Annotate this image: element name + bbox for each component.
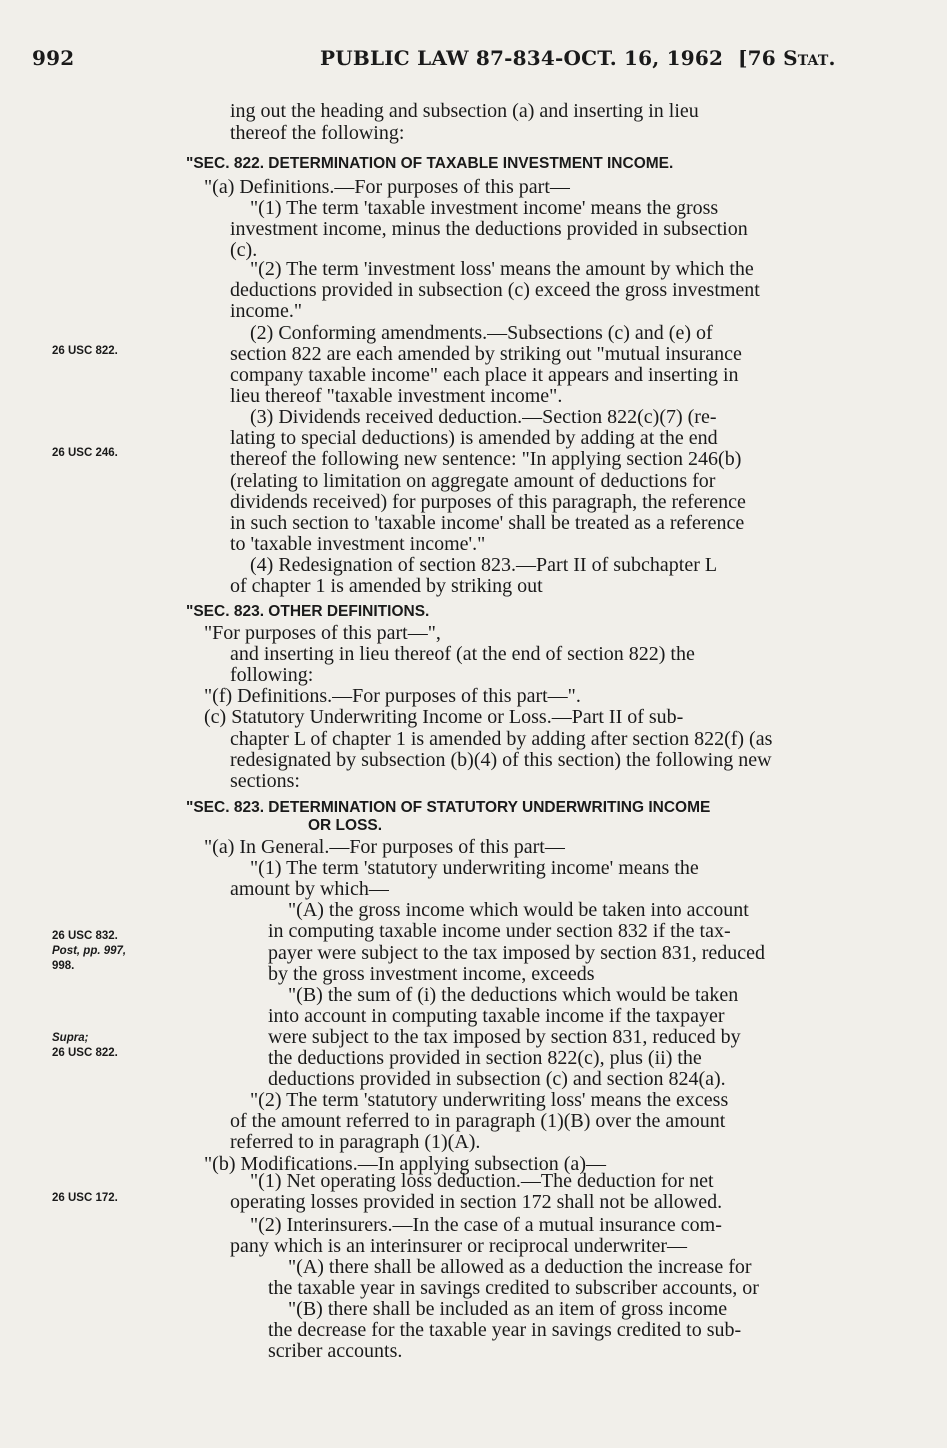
text-line: "(1) Net operating loss deduction.—The deduction for net	[250, 1170, 714, 1192]
margin-citation: 998.	[52, 960, 75, 972]
text-line: referred to in paragraph (1)(A).	[230, 1131, 481, 1153]
text-line: operating losses provided in section 172 shall not be allowed.	[230, 1191, 723, 1213]
text-line: "(a) In General.—For purposes of this part—	[204, 836, 565, 858]
page-number: 992	[32, 46, 75, 70]
text-line: of the amount referred to in paragraph (1)(B) over the amount	[230, 1110, 726, 1132]
text-line: company taxable income" each place it appears and inserting in	[230, 364, 739, 386]
margin-citation: 26 USC 822.	[52, 1047, 118, 1059]
text-line: (3) Dividends received deduction.—Section 822(c)(7) (re-	[250, 406, 717, 428]
text-line: "(1) The term 'statutory underwriting income' means the	[250, 857, 699, 879]
text-line: "For purposes of this part—",	[204, 622, 441, 644]
text-line: (relating to limitation on aggregate amount of deductions for	[230, 470, 716, 492]
text-line: sections:	[230, 770, 300, 792]
text-line: were subject to the tax imposed by section 831, reduced by	[268, 1026, 741, 1048]
section-heading: "SEC. 823. OTHER DEFINITIONS.	[186, 603, 430, 620]
text-line: "(B) the sum of (i) the deductions which would be taken	[288, 984, 739, 1006]
margin-citation: 26 USC 822.	[52, 345, 118, 357]
text-line: the decrease for the taxable year in savings credited to sub-	[268, 1319, 742, 1341]
margin-citation: 26 USC 832.	[52, 930, 118, 942]
section-heading: OR LOSS.	[308, 817, 383, 834]
text-line: lieu thereof "taxable investment income".	[230, 385, 563, 407]
margin-citation: 26 USC 172.	[52, 1192, 118, 1204]
text-line: "(1) The term 'taxable investment income' means the gross	[250, 197, 719, 219]
margin-citation: Post, pp. 997,	[52, 945, 127, 957]
text-line: (c) Statutory Underwriting Income or Loss.—Part II of sub-	[204, 706, 684, 728]
text-line: in computing taxable income under section 832 if the tax-	[268, 920, 731, 942]
text-line: deductions provided in subsection (c) exceed the gross investment	[230, 279, 760, 301]
text-line: "(2) Interinsurers.—In the case of a mutual insurance com-	[250, 1214, 722, 1236]
text-line: "(2) The term 'statutory underwriting loss' means the excess	[250, 1089, 729, 1111]
text-line: scriber accounts.	[268, 1340, 403, 1362]
text-line: lating to special deductions) is amended by adding at the end	[230, 427, 718, 449]
text-line: and inserting in lieu thereof (at the end of section 822) the	[230, 643, 695, 665]
text-line: in such section to 'taxable income' shall be treated as a reference	[230, 512, 745, 534]
text-line: by the gross investment income, exceeds	[268, 963, 595, 985]
margin-citation: Supra;	[52, 1032, 89, 1044]
text-line: "(A) the gross income which would be taken into account	[288, 899, 749, 921]
text-line: dividends received) for purposes of this paragraph, the reference	[230, 491, 746, 513]
text-line: amount by which—	[230, 878, 389, 900]
text-line: (2) Conforming amendments.—Subsections (c) and (e) of	[250, 322, 713, 344]
text-line: income."	[230, 300, 303, 322]
text-line: "(f) Definitions.—For purposes of this part—".	[204, 685, 581, 707]
text-line: section 822 are each amended by striking out "mutual insurance	[230, 343, 742, 365]
text-line: redesignated by subsection (b)(4) of this section) the following new	[230, 749, 772, 771]
text-line: thereof the following:	[230, 122, 405, 144]
text-line: (4) Redesignation of section 823.—Part II of subchapter L	[250, 554, 718, 576]
text-line: following:	[230, 664, 314, 686]
text-line: "(A) there shall be allowed as a deduction the increase for	[288, 1256, 752, 1278]
text-line: the taxable year in savings credited to subscriber accounts, or	[268, 1277, 759, 1299]
text-line: "(b) Modifications.—In applying subsection (a)—	[204, 1153, 606, 1175]
text-line: ing out the heading and subsection (a) and inserting in lieu	[230, 100, 699, 122]
text-line: chapter L of chapter 1 is amended by adding after section 822(f) (as	[230, 728, 773, 750]
text-line: into account in computing taxable income if the taxpayer	[268, 1005, 725, 1027]
text-line: the deductions provided in section 822(c), plus (ii) the	[268, 1047, 702, 1069]
text-line: payer were subject to the tax imposed by section 831, reduced	[268, 942, 766, 964]
text-line: "(2) The term 'investment loss' means the amount by which the	[250, 258, 754, 280]
text-line: thereof the following new sentence: "In applying section 246(b)	[230, 448, 742, 470]
statute-volume: [76 Stat.	[738, 46, 836, 70]
text-line: of chapter 1 is amended by striking out	[230, 575, 543, 597]
running-head-title: PUBLIC LAW 87-834-OCT. 16, 1962	[320, 46, 724, 70]
text-line: investment income, minus the deductions provided in subsection	[230, 218, 748, 240]
text-line: "(a) Definitions.—For purposes of this part—	[204, 176, 570, 198]
text-line: deductions provided in subsection (c) and section 824(a).	[268, 1068, 726, 1090]
section-heading: "SEC. 822. DETERMINATION OF TAXABLE INVESTMENT INCOME.	[186, 155, 674, 172]
margin-citation: 26 USC 246.	[52, 447, 118, 459]
section-heading: "SEC. 823. DETERMINATION OF STATUTORY UNDERWRITING INCOME	[186, 799, 711, 816]
text-line: "(B) there shall be included as an item of gross income	[288, 1298, 728, 1320]
text-line: to 'taxable investment income'."	[230, 533, 486, 555]
text-line: (c).	[230, 239, 258, 261]
text-line: pany which is an interinsurer or reciprocal underwriter—	[230, 1235, 688, 1257]
